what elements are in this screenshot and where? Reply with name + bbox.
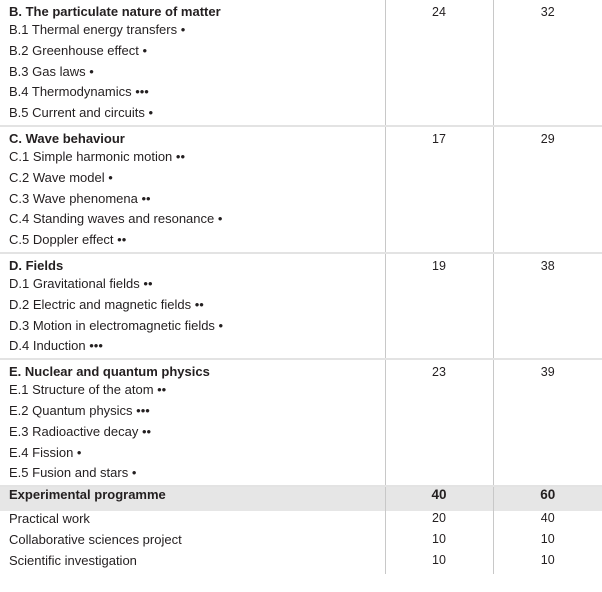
- sl-hours-cell: [385, 359, 493, 486]
- subtopic-item: E.3 Radioactive decay ••: [9, 423, 152, 439]
- topic-cell: [0, 126, 385, 253]
- subtopic-item: D.4 Induction •••: [9, 338, 103, 354]
- component-sl-hours: 10: [385, 532, 493, 553]
- component-hl-hours: 40: [493, 511, 602, 532]
- experimental-programme-title: Experimental programme: [0, 486, 385, 511]
- topic-title: E. Nuclear and quantum physics: [9, 364, 210, 380]
- topic-section-row: [0, 126, 602, 253]
- experimental-sl-hours: 40: [385, 486, 493, 511]
- component-label: Collaborative sciences project: [9, 532, 182, 548]
- subtopic-item: C.4 Standing waves and resonance •: [9, 211, 223, 227]
- subtopic-item: E.2 Quantum physics •••: [9, 402, 150, 418]
- hl-hours-cell: [493, 253, 602, 359]
- hl-hours-cell: [493, 0, 602, 126]
- experimental-programme-row: [0, 486, 602, 511]
- topic-section-row: [0, 0, 602, 126]
- component-label: Practical work: [9, 511, 90, 527]
- experimental-component-row: [0, 511, 602, 532]
- topic-cell: [0, 0, 385, 126]
- sl-hours: 19: [432, 258, 446, 273]
- subtopic-item: E.4 Fission •: [9, 444, 82, 460]
- subtopic-item: D.2 Electric and magnetic fields ••: [9, 296, 204, 312]
- subtopic-item: B.5 Current and circuits •: [9, 105, 153, 121]
- subtopic-item: D.3 Motion in electromagnetic fields •: [9, 317, 224, 333]
- component-sl-hours: 20: [385, 511, 493, 532]
- topic-title: D. Fields: [9, 257, 64, 273]
- sl-hours-cell: [385, 253, 493, 359]
- hl-hours: 39: [540, 365, 555, 380]
- subtopic-item: C.5 Doppler effect ••: [9, 232, 127, 248]
- topic-section-row: [0, 359, 602, 486]
- experimental-component-row: [0, 553, 602, 574]
- topic-section-row: [0, 253, 602, 359]
- component-sl-hours: 10: [385, 553, 493, 574]
- subtopic-item: B.1 Thermal energy transfers •: [9, 22, 186, 37]
- subtopic-item: C.2 Wave model •: [9, 169, 113, 185]
- sl-hours: 24: [432, 5, 446, 19]
- hl-hours: 32: [540, 5, 555, 19]
- component-hl-hours: 10: [493, 532, 602, 553]
- hl-hours-cell: [493, 126, 602, 253]
- component-hl-hours: 10: [493, 553, 602, 574]
- subtopic-item: B.4 Thermodynamics •••: [9, 84, 149, 100]
- experimental-hl-hours: 60: [493, 486, 602, 511]
- experimental-component-row: [0, 532, 602, 553]
- subtopic-item: D.1 Gravitational fields ••: [9, 275, 153, 291]
- topic-cell: [0, 253, 385, 359]
- sl-hours-cell: [385, 0, 493, 126]
- topic-cell: [0, 359, 385, 486]
- subtopic-item: B.3 Gas laws •: [9, 63, 94, 79]
- component-label: Scientific investigation: [9, 553, 137, 569]
- subtopic-item: C.3 Wave phenomena ••: [9, 190, 151, 206]
- subtopic-item: C.1 Simple harmonic motion ••: [9, 148, 186, 164]
- hl-hours: 38: [540, 258, 555, 273]
- sl-hours: 17: [432, 131, 446, 146]
- topic-title: C. Wave behaviour: [9, 130, 125, 146]
- sl-hours: 23: [432, 365, 446, 380]
- subtopic-item: E.1 Structure of the atom ••: [9, 382, 167, 398]
- sl-hours-cell: [385, 126, 493, 253]
- subtopic-item: E.5 Fusion and stars •: [9, 465, 137, 481]
- subtopic-item: B.2 Greenhouse effect •: [9, 42, 148, 58]
- hl-hours: 29: [540, 131, 555, 146]
- hl-hours-cell: [493, 359, 602, 486]
- topic-title: B. The particulate nature of matter: [9, 4, 221, 19]
